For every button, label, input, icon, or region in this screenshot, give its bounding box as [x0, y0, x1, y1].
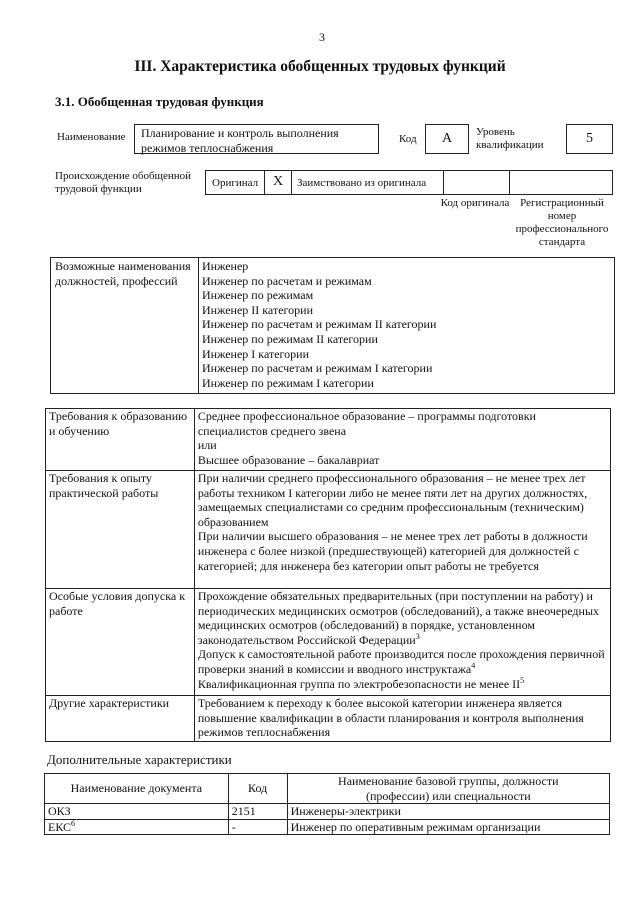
- requirement-line: [198, 589, 607, 647]
- original-mark: X: [272, 174, 284, 189]
- requirement-label: Требования к опыту практической работы: [46, 471, 195, 589]
- additional-table: [44, 773, 610, 835]
- requirement-content: [194, 409, 610, 471]
- original-label: Оригинал: [212, 177, 259, 189]
- reg-number-label: Регистрационный номер профессионального стандарта: [515, 197, 609, 248]
- table-row: [45, 819, 610, 835]
- borrowed-label: Заимствовано из оригинала: [297, 177, 427, 189]
- requirement-line: При наличии среднего профессионального образования – не менее трех лет работы техником I категории либо не менее пяти лет на других должностях, замещаемых специалистами со средним профессиональным (техническим) образованием: [197, 471, 588, 529]
- cell-code: -: [228, 819, 287, 835]
- table-row: [46, 589, 611, 696]
- origin-divider: [443, 170, 444, 195]
- requirement-content: [194, 696, 610, 742]
- requirement-line: Высшее образование – бакалавриат: [197, 452, 380, 467]
- function-name-field: [134, 124, 379, 154]
- position-item: Инженер I категории: [202, 346, 309, 361]
- header-code: Код: [228, 774, 287, 804]
- position-item: Инженер по расчетам и режимам: [202, 273, 372, 288]
- position-item: Инженер по расчетам и режимам II категории: [202, 317, 437, 332]
- origin-divider: [291, 170, 292, 195]
- footnote-mark: 5: [520, 675, 525, 685]
- cell-code: 2151: [228, 804, 287, 820]
- subsection-title: 3.1. Обобщенная трудовая функция: [55, 94, 264, 109]
- requirement-label: Другие характеристики: [46, 696, 195, 742]
- reg-number-box: [510, 170, 613, 195]
- footnote-mark: 3: [415, 631, 420, 641]
- level-label: Уровень квалификации: [476, 126, 544, 151]
- requirements-table: [45, 408, 611, 742]
- code-value: A: [441, 131, 453, 146]
- cell-name: Инженеры-электрики: [287, 804, 609, 820]
- requirement-line-text: Квалификационная группа по электробезопасности не менее II: [197, 676, 521, 691]
- additional-title: Дополнительные характеристики: [47, 752, 232, 767]
- position-item: Инженер по режимам: [202, 288, 314, 303]
- requirement-line: Среднее профессиональное образование – программы подготовки специалистов среднего звена: [197, 409, 536, 438]
- table-row: [46, 471, 611, 589]
- position-item: Инженер по расчетам и режимам I категории: [202, 361, 433, 376]
- header-doc: Наименование документа: [45, 774, 229, 804]
- level-value: 5: [586, 131, 593, 146]
- code-field: [425, 124, 469, 154]
- doc-name: ОКЗ: [48, 804, 71, 819]
- table-row: [45, 804, 610, 820]
- function-name-label: Наименование: [57, 131, 126, 143]
- footnote-mark: 6: [71, 818, 76, 828]
- page-number: 3: [319, 30, 325, 44]
- table-row: [46, 696, 611, 742]
- header-name: Наименование базовой группы, должности (профессии) или специальности: [287, 774, 609, 804]
- requirement-line-text: Допуск к самостоятельной работе производится после прохождения первичной проверки знаний в комиссии и вводного инструктажа: [197, 647, 605, 676]
- requirement-label: Особые условия допуска к работе: [46, 589, 195, 696]
- table-header-row: [45, 774, 610, 804]
- section-title: III. Характеристика обобщенных трудовых функций: [134, 58, 506, 75]
- position-item: Инженер: [202, 259, 249, 273]
- position-item: Инженер по режимам I категории: [202, 375, 374, 390]
- requirement-line: Требованием к переходу к более высокой категории инженера является повышение квалификации в области планирования и контроля выполнения режимов теплоснабжения: [197, 696, 584, 740]
- requirement-line: При наличии высшего образования – не менее трех лет работы в должности инженера с более низкой (предшествующей) категорией для должностей с категорией; для инженера без категории опыт работы не требуется: [197, 529, 588, 573]
- cell-name: Инженер по оперативным режимам организации: [287, 819, 609, 835]
- requirement-line: [198, 647, 607, 676]
- requirement-line-text: Прохождение обязательных предварительных (при поступлении на работу) и периодических медицинских осмотров (обследований), а также внеочередных медицинских осмотров (обследований) в порядке, установленном законодательством Российской Федерации: [197, 589, 600, 647]
- positions-label: Возможные наименования должностей, профессий: [55, 259, 191, 288]
- positions-divider: [198, 257, 199, 394]
- requirement-content: [194, 589, 610, 696]
- position-item: Инженер по режимам II категории: [202, 331, 378, 346]
- function-name-value: Планирование и контроль выполнения режимов теплоснабжения: [141, 126, 339, 155]
- level-field: [566, 124, 613, 154]
- requirement-line: [198, 677, 607, 692]
- origin-label: Происхождение обобщенной трудовой функции: [55, 170, 192, 195]
- positions-list: [202, 259, 612, 390]
- requirement-label: Требования к образованию и обучению: [46, 409, 195, 471]
- cell-doc: [45, 804, 229, 820]
- footnote-mark: 4: [471, 660, 476, 670]
- cell-doc: [45, 819, 229, 835]
- requirement-content: [194, 471, 610, 589]
- table-row: [46, 409, 611, 471]
- position-item: Инженер II категории: [202, 302, 313, 317]
- requirement-line: или: [197, 438, 217, 453]
- code-label: Код: [399, 133, 417, 145]
- doc-name: ЕКС: [48, 819, 72, 834]
- code-original-label: Код оригинала: [440, 197, 510, 209]
